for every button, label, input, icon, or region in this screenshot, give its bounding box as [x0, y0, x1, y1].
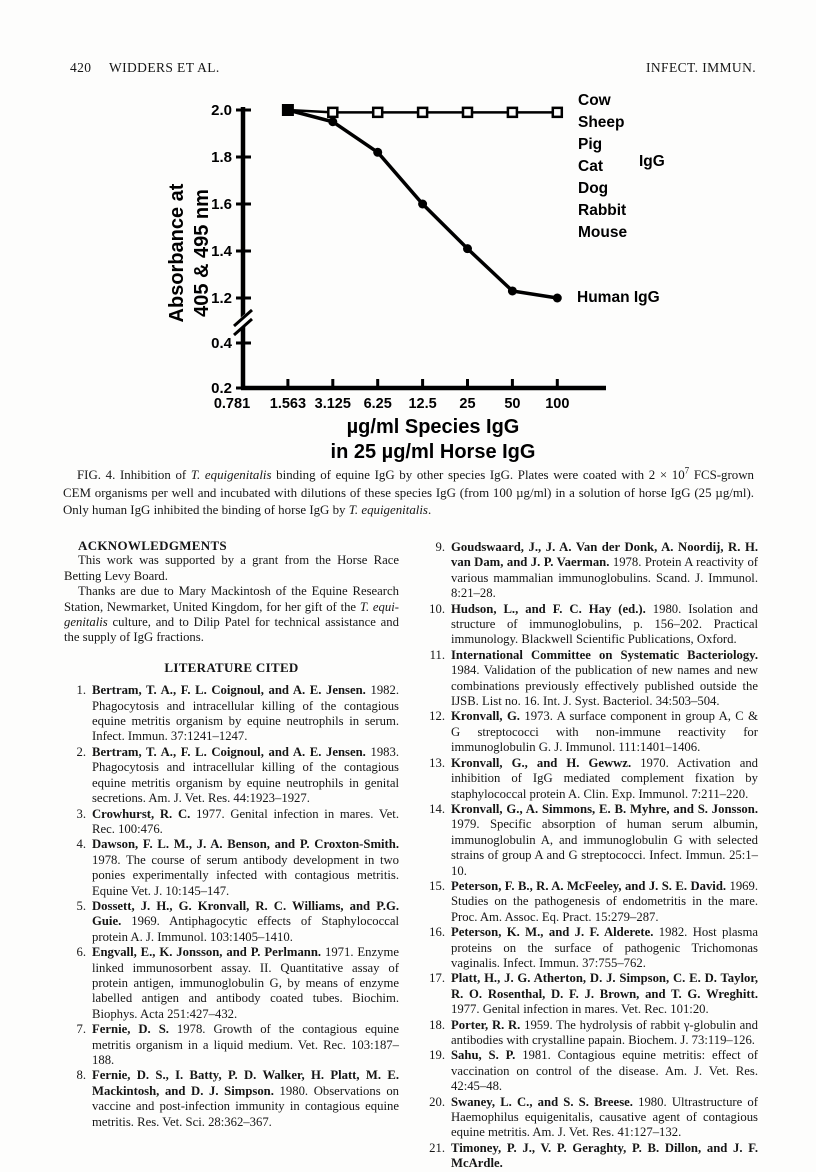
svg-text:0.781: 0.781 — [213, 396, 251, 412]
reference-authors: Dawson, F. L. M., J. A. Benson, and P. Croxton-Smith. — [92, 837, 399, 852]
reference-number: 9. — [435, 540, 445, 554]
reference-number: 18. — [429, 1017, 445, 1032]
caption-text: FIG. 4. Inhibition of — [77, 468, 191, 482]
reference-body — [451, 709, 758, 755]
reference-authors: Sahu, S. P. — [451, 1048, 516, 1063]
reference-number: 6. — [76, 945, 86, 960]
reference-body — [451, 602, 758, 648]
reference-authors: Fernie, D. S., I. Batty, P. D. Walker, H. Platt, M. E. Mackintosh, and D. J. Simpson. — [92, 1068, 399, 1098]
reference-body — [92, 945, 399, 1022]
reference-text: 1978. Growth of the contagious equine metritis organism in a liquid medium. Vet. Rec. 103:187–188. — [92, 1022, 399, 1067]
running-authors: WIDDERS ET AL. — [108, 60, 220, 75]
figure-4-chart — [150, 85, 790, 465]
reference-item — [423, 709, 758, 755]
reference-item — [423, 1141, 758, 1172]
reference-body — [451, 1095, 758, 1141]
acknowledgments-section — [64, 538, 399, 646]
reference-number: 5. — [76, 898, 86, 913]
reference-body — [92, 1022, 399, 1068]
reference-item — [64, 745, 399, 807]
acknowledgments-paragraph-1: This work was supported by a grant from the Horse Race Betting Levy Board. — [64, 553, 399, 583]
reference-number: 11. — [429, 647, 445, 662]
reference-text: 1983. Phagocytosis and intracellular killing of the contagious equine metritis organism by equine neutrophils in genital secretions. Am. J. Vet. Res. 44:1923–1927. — [92, 744, 400, 806]
reference-number: 21. — [429, 1140, 445, 1155]
reference-item — [423, 540, 758, 602]
svg-text:1.8: 1.8 — [211, 149, 232, 166]
reference-text: 1977. Genital infection in mares. Vet. Rec. 100:476. — [92, 806, 399, 836]
references-right — [423, 540, 758, 1172]
figure-caption: FIG. 4. Inhibition of T. equigenitalis binding of equine IgG by other species IgG. Plates were coated with $2 \times 10^7$ FCS-grown CEM organisms per well and incubated with dilutions of these species IgG (from 100 µg/ml) in a solution of horse IgG (25 µg/ml). Only human IgG inhibited the binding of horse IgG by T. equigenitalis. — [63, 465, 754, 517]
svg-text:1.563: 1.563 — [269, 396, 307, 412]
reference-item — [64, 837, 399, 899]
svg-text:Rabbit: Rabbit — [578, 202, 627, 219]
reference-text: 1959. The hydrolysis of rabbit γ-globulin and antibodies with crystalline papain. Biochem. J. 73:119–126. — [451, 1017, 758, 1047]
reference-item — [423, 1018, 758, 1049]
svg-text:Cat: Cat — [578, 158, 603, 175]
back-matter — [64, 538, 758, 1172]
reference-number: 1. — [76, 683, 86, 698]
reference-text: 1978. Protein A reactivity of various mammalian immunoglobulins. Scand. J. Immunol. 8:21–28. — [451, 555, 759, 601]
svg-text:IgG: IgG — [639, 153, 665, 170]
svg-text:3.125: 3.125 — [314, 396, 351, 412]
right-column — [423, 538, 758, 1172]
reference-body — [92, 837, 399, 899]
reference-body — [451, 802, 758, 879]
svg-text:µg/ml Species IgG: µg/ml Species IgG — [346, 416, 520, 438]
reference-authors: Bertram, T. A., F. L. Coignoul, and A. E. Jensen. — [92, 744, 366, 759]
reference-item — [423, 879, 758, 925]
reference-authors: Kronvall, G., and H. Gewwz. — [451, 755, 632, 770]
svg-text:Sheep: Sheep — [578, 114, 625, 131]
reference-item — [423, 602, 758, 648]
reference-item — [64, 1068, 399, 1130]
reference-text: 1980. Ultrastructure of Haemophilus equigenitalis, causative agent of contagious equine metritis. Am. J. Vet. Res. 41:127–132. — [451, 1094, 758, 1140]
reference-body — [92, 807, 399, 838]
literature-cited-heading: LITERATURE CITED — [164, 659, 299, 675]
references-left — [64, 683, 399, 1130]
reference-text: 1982. Phagocytosis and intracellular killing of the contagious equine metritis organism by equine neutrophils in serum. Infect. Immun. 37:1241–1247. — [92, 683, 400, 744]
reference-item — [64, 807, 399, 838]
reference-body — [92, 899, 399, 945]
reference-item — [423, 756, 758, 802]
svg-text:Human IgG: Human IgG — [577, 289, 660, 306]
reference-text: 1969. Antiphagocytic effects of Staphylococcal protein A. J. Immunol. 103:1405–1410. — [92, 914, 400, 944]
reference-authors: Timoney, P. J., V. P. Geraghty, P. B. Dillon, and J. F. McArdle. — [451, 1140, 758, 1171]
reference-authors: Kronvall, G. — [451, 709, 520, 724]
reference-authors: Peterson, F. B., R. A. McFeeley, and J. S. E. David. — [451, 878, 727, 893]
reference-text: 1969. Studies on the pathogenesis of endometritis in the mare. Proc. Am. Assoc. Eq. Pract. 15:279–287. — [451, 878, 759, 924]
reference-body — [451, 971, 758, 1017]
reference-authors: Bertram, T. A., F. L. Coignoul, and A. E. Jensen. — [92, 683, 366, 698]
reference-number: 13. — [429, 755, 445, 770]
reference-authors: Kronvall, G., A. Simmons, E. B. Myhre, and S. Jonsson. — [451, 801, 758, 816]
reference-item — [423, 1048, 758, 1094]
svg-text:Dog: Dog — [578, 180, 609, 197]
reference-number: 8. — [76, 1068, 86, 1083]
inhibition-line-chart — [150, 85, 790, 465]
svg-text:2.0: 2.0 — [211, 102, 232, 119]
reference-body — [92, 683, 399, 745]
svg-text:0.2: 0.2 — [211, 380, 232, 397]
acknowledgments-heading: ACKNOWLEDGMENTS — [78, 538, 227, 553]
reference-number: 19. — [429, 1048, 445, 1063]
reference-item — [64, 945, 399, 1022]
journal-name: INFECT. IMMUN. — [646, 60, 756, 75]
reference-number: 4. — [76, 837, 86, 852]
reference-item — [64, 899, 399, 945]
reference-authors: Dossett, J. H., G. Kronvall, R. C. Williams, and P.G. Guie. — [92, 898, 399, 929]
svg-text:1.4: 1.4 — [211, 243, 232, 260]
reference-authors: Fernie, D. S. — [92, 1022, 169, 1037]
reference-number: 14. — [429, 801, 445, 816]
reference-number: 10. — [429, 601, 445, 616]
reference-body — [92, 1068, 399, 1130]
reference-authors: Platt, H., J. G. Atherton, D. J. Simpson, C. E. D. Taylor, R. O. Rosenthal, D. F. J. Brown, and T. G. Wreghitt. — [451, 971, 758, 1001]
svg-text:50: 50 — [504, 396, 521, 412]
reference-body — [451, 1048, 758, 1094]
reference-body — [451, 1141, 758, 1172]
svg-text:Pig: Pig — [578, 136, 603, 153]
reference-number: 15. — [429, 878, 445, 893]
svg-text:0.4: 0.4 — [211, 335, 232, 352]
svg-text:1.2: 1.2 — [211, 290, 232, 307]
svg-text:Mouse: Mouse — [578, 224, 628, 241]
reference-body — [451, 925, 758, 971]
reference-text: 1980. Observations on vaccine and post-infection immunity in contagious equine metritis. Res. Vet. Sci. 28:362–367. — [92, 1083, 400, 1129]
reference-number: 16. — [429, 925, 445, 940]
reference-body — [451, 540, 758, 602]
svg-text:25: 25 — [459, 396, 476, 412]
reference-authors: Porter, R. R. — [451, 1017, 521, 1032]
reference-text: 1979. Specific absorption of human serum albumin, immunoglobulin A, and immunoglobulin G with selected strains of group A and G streptococci. Infect. Immun. 25:1–10. — [451, 817, 758, 878]
svg-text:1.6: 1.6 — [211, 196, 232, 213]
svg-text:in 25 µg/ml Horse IgG: in 25 µg/ml Horse IgG — [330, 441, 536, 463]
svg-text:405 & 495 nm: 405 & 495 nm — [191, 189, 213, 317]
reference-item — [423, 971, 758, 1017]
reference-authors: Goudswaard, J., J. A. Van der Donk, A. Noordij, R. H. van Dam, and J. P. Vaerman. — [451, 540, 758, 570]
svg-text:Cow: Cow — [578, 92, 611, 109]
svg-text:6.25: 6.25 — [363, 396, 392, 412]
svg-text:12.5: 12.5 — [408, 396, 437, 412]
reference-number: 17. — [429, 971, 445, 986]
reference-text: 1984. Validation of the publication of new names and new combinations previously effectively published outside the IJSB. List no. 16. Int. J. Syst. Bacteriol. 34:503–504. — [451, 663, 758, 709]
reference-item — [64, 683, 399, 745]
reference-authors: Engvall, E., K. Jonsson, and P. Perlmann. — [92, 945, 322, 960]
reference-body — [451, 1018, 758, 1049]
reference-item — [423, 802, 758, 879]
reference-text: 1970. Activation and inhibition of IgG mediated complement fixation by staphylococcal protein A. Clin. Exp. Immunol. 7:211–220. — [451, 755, 759, 801]
reference-number: 7. — [76, 1022, 86, 1037]
reference-item — [423, 925, 758, 971]
left-column — [64, 538, 399, 1172]
reference-number: 20. — [429, 1094, 445, 1109]
reference-text: 1973. A surface component in group A, C & G streptococci with non-immune reactivity for immunoglobulin G. J. Immunol. 111:1401–1406. — [451, 709, 759, 755]
reference-body — [451, 879, 758, 925]
svg-text:Absorbance at: Absorbance at — [166, 183, 188, 323]
svg-text:100: 100 — [545, 396, 570, 412]
reference-text: 1982. Host plasma proteins on the surface of pathogenic Trichomonas vaginalis. Infect. Immun. 37:755–762. — [451, 925, 758, 970]
reference-text: 1978. The course of serum antibody development in two ponies experimentally infected with contagious metritis. Equine Vet. J. 10:145–147. — [92, 852, 399, 898]
reference-authors: International Committee on Systematic Bacteriology. — [451, 647, 758, 662]
reference-text: 1980. Isolation and structure of immunoglobulins, p. 156–202. Practical immunology. Blackwell Scientific Publications, Oxford. — [451, 601, 758, 647]
reference-body — [92, 745, 399, 807]
reference-number: 2. — [76, 744, 86, 759]
reference-number: 12. — [429, 709, 445, 724]
reference-authors: Crowhurst, R. C. — [92, 806, 191, 821]
reference-body — [451, 756, 758, 802]
reference-authors: Peterson, K. M., and J. F. Alderete. — [451, 925, 654, 940]
reference-item — [423, 1095, 758, 1141]
reference-text: 1981. Contagious equine metritis: effect of vaccination on control of the disease. Am. J. Vet. Res. 42:45–48. — [451, 1048, 759, 1094]
reference-authors: Swaney, L. C., and S. S. Breese. — [451, 1094, 633, 1109]
reference-number: 3. — [76, 806, 86, 821]
reference-authors: Hudson, L., and F. C. Hay (ed.). — [451, 601, 646, 616]
acknowledgments-paragraph-2: Thanks are due to Mary Mackintosh of the Equine Research Station, Newmarket, United Kingdom, for her gift of the T. equi-genitalis culture, and to Dilip Patel for technical assistance and the supply of IgG fractions. — [64, 584, 399, 645]
page-number: 420 — [70, 60, 92, 75]
reference-text: 1977. Genital infection in mares. Vet. Rec. 101:20. — [451, 1002, 709, 1017]
running-header — [70, 60, 756, 76]
reference-text: 1971. Enzyme linked immunosorbent assay. II. Quantitative assay of protein antigen, immunoglobulin G, by means of enzyme labelled antigen and antibody coated tubes. Biochim. Biophys. Acta 251:427–432. — [92, 945, 399, 1021]
reference-body — [451, 648, 758, 710]
reference-item — [423, 648, 758, 710]
reference-item — [64, 1022, 399, 1068]
